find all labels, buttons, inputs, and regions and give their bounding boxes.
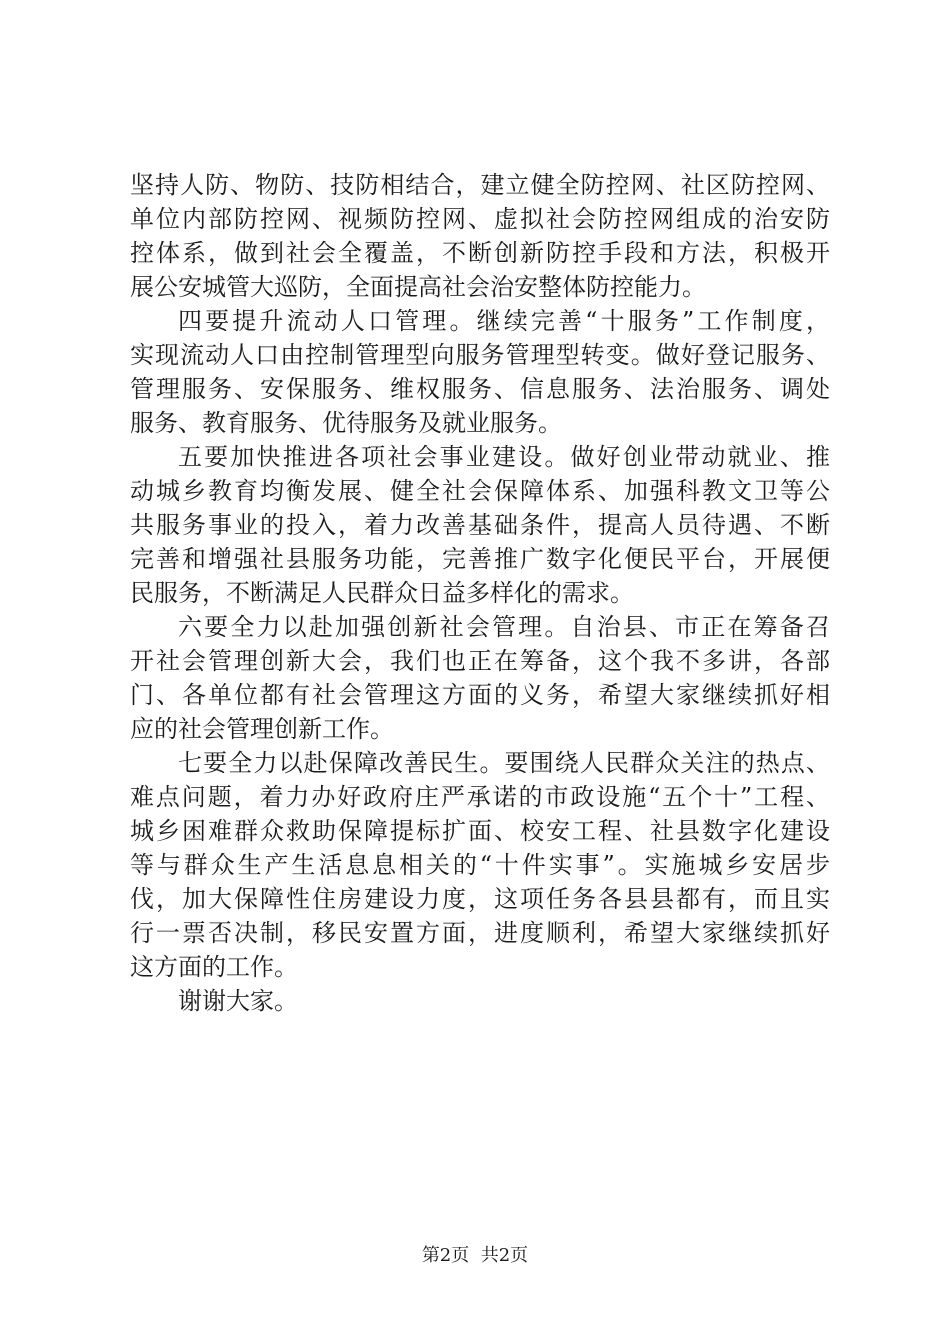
text-line: 民服务，不断满足人民群众日益多样化的需求。 bbox=[130, 579, 634, 607]
text-line: 实现流动人口由控制管理型向服务管理型转变。做好登记服务、 bbox=[130, 341, 830, 369]
text-line: 门、各单位都有社会管理这方面的义务，希望大家继续抓好相 bbox=[130, 681, 830, 709]
text-line: 控体系，做到社会全覆盖，不断创新防控手段和方法，积极开 bbox=[130, 239, 830, 267]
text-line: 这方面的工作。 bbox=[130, 953, 298, 981]
text-line: 城乡困难群众救助保障提标扩面、校安工程、社县数字化建设 bbox=[130, 817, 830, 845]
text-line: 等与群众生产生活息息相关的“十件实事”。实施城乡安居步 bbox=[130, 851, 830, 879]
text-line: 动城乡教育均衡发展、健全社会保障体系、加强科教文卫等公 bbox=[130, 477, 830, 505]
paragraph-start-line: 五要加快推进各项社会事业建设。做好创业带动就业、推 bbox=[178, 443, 830, 471]
document-body bbox=[130, 168, 830, 1018]
text-line: 完善和增强社县服务功能，完善推广数字化便民平台，开展便 bbox=[130, 545, 830, 573]
paragraph-start-line: 四要提升流动人口管理。继续完善“十服务”工作制度， bbox=[178, 307, 830, 335]
closing-line: 谢谢大家。 bbox=[178, 987, 298, 1015]
text-line: 服务、教育服务、优待服务及就业服务。 bbox=[130, 409, 562, 437]
paragraph-start-line: 七要全力以赴保障改善民生。要围绕人民群众关注的热点、 bbox=[178, 749, 830, 777]
paragraph-start-line: 六要全力以赴加强创新社会管理。自治县、市正在筹备召 bbox=[178, 613, 830, 641]
text-line: 行一票否决制，移民安置方面，进度顺利，希望大家继续抓好 bbox=[130, 919, 830, 947]
text-line: 管理服务、安保服务、维权服务、信息服务、法治服务、调处 bbox=[130, 375, 830, 403]
text-line: 共服务事业的投入，着力改善基础条件，提高人员待遇、不断 bbox=[130, 511, 830, 539]
page-footer bbox=[0, 1245, 950, 1267]
text-line: 应的社会管理创新工作。 bbox=[130, 715, 394, 743]
text-line: 难点问题，着力办好政府庄严承诺的市政设施“五个十”工程、 bbox=[130, 783, 830, 811]
page-number: 第2页 共2页 bbox=[421, 1245, 529, 1266]
text-line: 展公安城管大巡防，全面提高社会治安整体防控能力。 bbox=[130, 273, 706, 301]
text-line: 坚持人防、物防、技防相结合，建立健全防控网、社区防控网、 bbox=[130, 171, 830, 199]
text-line: 开社会管理创新大会，我们也正在筹备，这个我不多讲，各部 bbox=[130, 647, 830, 675]
text-line: 伐，加大保障性住房建设力度，这项任务各县县都有，而且实 bbox=[130, 885, 830, 913]
text-line: 单位内部防控网、视频防控网、虚拟社会防控网组成的治安防 bbox=[130, 205, 830, 233]
